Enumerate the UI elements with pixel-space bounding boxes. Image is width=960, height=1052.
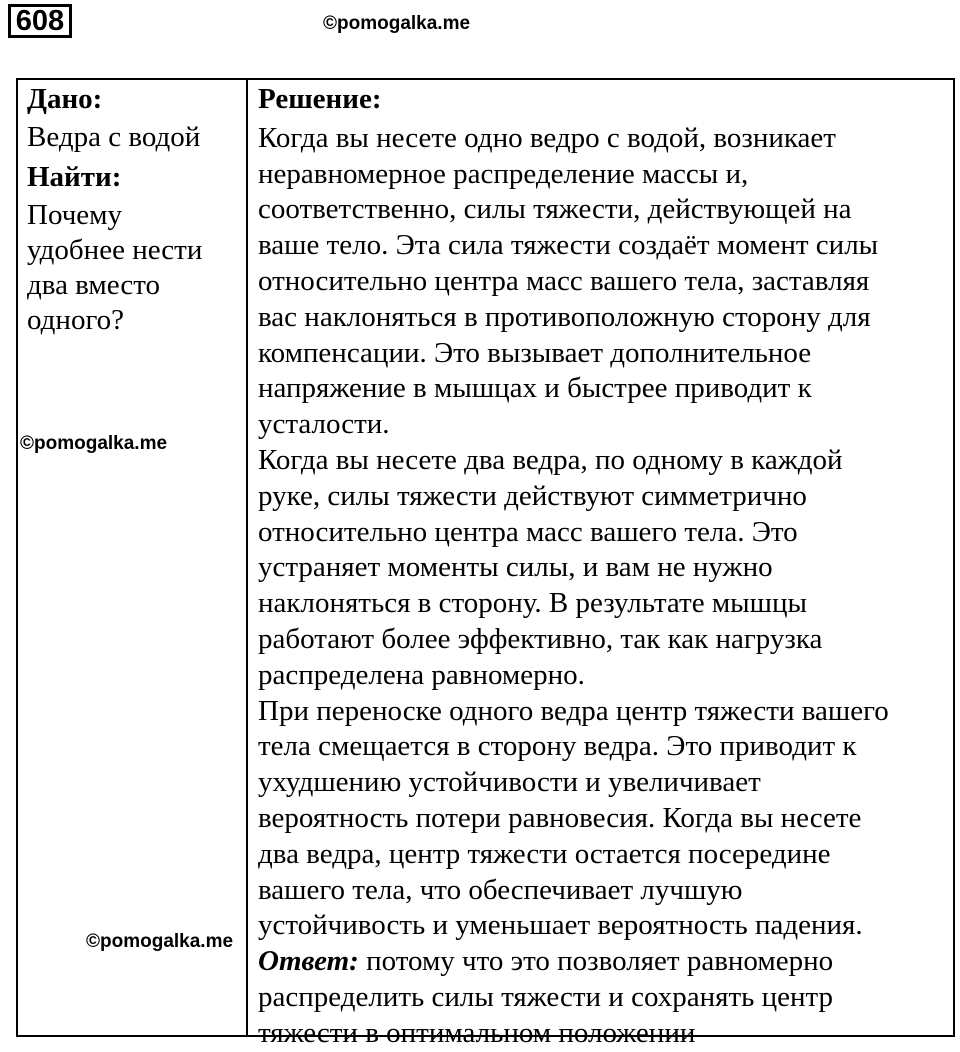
solution-line: два ведра, центр тяжести остается посередине	[258, 837, 831, 870]
solution-line: компенсации. Это вызывает дополнительное	[258, 336, 812, 369]
answer-block	[258, 944, 948, 1051]
solution-line: соответственно, силы тяжести, действующей на	[258, 193, 852, 226]
answer-label: Ответ:	[258, 945, 359, 978]
solution-line: руке, силы тяжести действуют симметрично	[258, 479, 807, 512]
answer-line: тяжести в оптимальном положении	[258, 1016, 696, 1049]
solution-line: ухудшению устойчивости и увеличивает	[258, 766, 761, 799]
solution-line: относительно центра масс вашего тела, заставляя	[258, 264, 870, 297]
solution-line: неравномерное распределение массы и,	[258, 157, 749, 190]
solution-line: вашего тела, что обеспечивает лучшую	[258, 873, 743, 906]
find-heading: Найти:	[27, 161, 122, 193]
solution-line: устраняет моменты силы, и вам не нужно	[258, 551, 773, 584]
solution-line: относительно центра масс вашего тела. Это	[258, 515, 798, 548]
find-question-line: одного?	[27, 304, 124, 336]
solution-line: Когда вы несете два ведра, по одному в каждой	[258, 443, 843, 476]
solution-line: устойчивость и уменьшает вероятность падения.	[258, 909, 863, 942]
given-value: Ведра с водой	[27, 121, 201, 153]
solution-line: работают более эффективно, так как нагрузка	[258, 622, 823, 655]
solution-column	[258, 82, 948, 1052]
solution-line: вас наклоняться в противоположную сторону для	[258, 300, 871, 333]
answer-line	[258, 944, 948, 980]
problem-number: 608	[8, 4, 72, 38]
solution-line: вероятность потери равновесия. Когда вы несете	[258, 801, 862, 834]
solution-line: усталости.	[258, 408, 390, 441]
solution-line: распределена равномерно.	[258, 658, 585, 691]
solution-line: Когда вы несете одно ведро с водой, возникает	[258, 121, 836, 154]
answer-text: потому что это позволяет равномерно	[358, 945, 834, 978]
find-question-line: Почему	[27, 199, 123, 231]
solution-line: ваше тело. Эта сила тяжести создаёт момент силы	[258, 229, 879, 262]
find-question-line: удобнее нести	[27, 234, 203, 266]
find-question-line: два вместо	[27, 269, 160, 301]
watermark-top: ©pomogalka.me	[323, 13, 471, 34]
solution-body	[258, 121, 948, 944]
watermark-left-middle: ©pomogalka.me	[20, 433, 168, 454]
solution-heading: Решение:	[258, 83, 382, 115]
column-divider	[246, 78, 248, 1037]
solution-line: При переноске одного ведра центр тяжести вашего	[258, 694, 889, 727]
watermark-left-bottom: ©pomogalka.me	[86, 931, 234, 952]
find-question	[27, 198, 237, 338]
given-column	[27, 82, 237, 338]
answer-line: распределить силы тяжести и сохранять центр	[258, 980, 834, 1013]
solution-line: наклоняться в сторону. В результате мышцы	[258, 587, 807, 620]
given-heading: Дано:	[27, 83, 103, 115]
solution-line: тела смещается в сторону ведра. Это приводит к	[258, 730, 857, 763]
solution-line: напряжение в мышцах и быстрее приводит к	[258, 372, 812, 405]
